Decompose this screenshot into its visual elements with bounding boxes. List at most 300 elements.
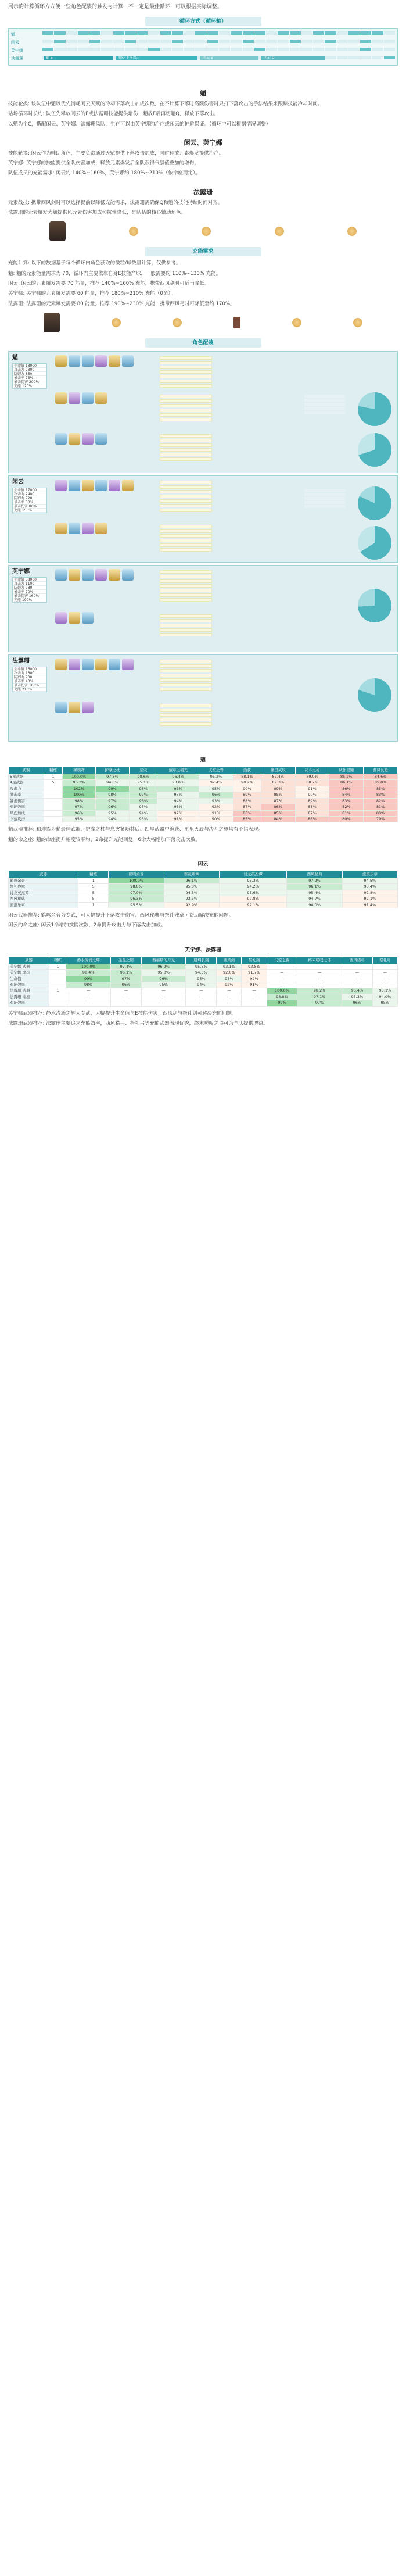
weapon-slots: [55, 355, 134, 367]
weapon-slots: [55, 702, 94, 713]
table-cell: 98.2%: [297, 988, 342, 994]
table-cell: 1: [49, 988, 66, 994]
table-cell: 94%: [95, 816, 130, 822]
column-header: 决斗之枪: [295, 767, 329, 774]
table-row: [9, 786, 398, 792]
table-cell: 95%: [372, 1000, 397, 1006]
config-name: 魈: [12, 354, 18, 361]
flower-icon: [275, 227, 284, 236]
paragraph: 充能计算: 以下的数据基于每个循环内角色获取的微粒/球数量计算，仅供参考。: [8, 260, 181, 267]
stat: 防御力 850: [13, 372, 46, 376]
flower-icon: [112, 318, 121, 327]
table-cell: 82%: [364, 798, 398, 804]
table-cell: 90%: [233, 786, 261, 792]
column-header: 祭礼剑: [242, 957, 267, 964]
table-title-furina: 芙宁娜、法露珊: [184, 947, 221, 953]
table-cell: 91.7%: [242, 970, 267, 976]
bar-table: [160, 613, 212, 638]
stat: 生命值 16000: [13, 667, 46, 671]
column-header: 鹤鸣余音: [109, 871, 164, 878]
table-cell: 89%: [261, 786, 295, 792]
artifact-icon: [122, 355, 134, 367]
table-cell: 97%: [130, 792, 157, 798]
weapon-slots: [55, 433, 107, 445]
config-panel-xianyun: [8, 475, 398, 563]
weapon-icon: [109, 569, 120, 581]
weapon-icon: [55, 659, 67, 670]
row-header: 暴击率: [9, 792, 44, 798]
table-cell: —: [242, 988, 267, 994]
table-cell: —: [217, 994, 242, 1000]
bar-table: [160, 703, 212, 727]
table-cell: 85%: [233, 816, 261, 822]
table-cell: 96.3%: [109, 896, 164, 902]
table-cell: —: [186, 994, 217, 1000]
table-cell: 95%: [141, 982, 186, 988]
row-header: 5星武器: [9, 774, 44, 779]
table-row: [9, 1000, 398, 1006]
pie-chart: [358, 526, 391, 560]
row-header: 攻击力: [9, 786, 44, 792]
table-cell: 90.2%: [233, 780, 261, 786]
artifact-icon: [122, 569, 134, 581]
artifact-icon: [95, 480, 107, 491]
table-cell: 95.2%: [199, 774, 233, 779]
table-cell: 84%: [329, 792, 364, 798]
table-cell: [44, 804, 62, 810]
table-cell: 96%: [199, 792, 233, 798]
table-cell: 85.2%: [329, 774, 364, 779]
stat-box: [12, 488, 47, 513]
row-header: 芙宁娜 命座: [9, 970, 49, 976]
row-header: 祭礼残章: [9, 884, 78, 890]
artifact-icon: [95, 433, 107, 445]
table-cell: 86%: [295, 816, 329, 822]
table-cell: 5: [44, 780, 62, 786]
table-cell: 95.0%: [141, 970, 186, 976]
stat: 攻击力 1100: [13, 582, 46, 586]
rotation-row: [11, 31, 395, 37]
rotation-cells: [42, 31, 395, 37]
stat: 防御力 700: [13, 675, 46, 679]
table-row: [9, 890, 398, 896]
weapon-slots: [55, 523, 107, 534]
bar-table: [160, 480, 212, 513]
table-cell: 83%: [364, 792, 398, 798]
weapon-icon: [95, 659, 107, 670]
paragraph: 魈: 魈的元素能量需求为 70，循环内主要依靠自身E技能产球，一般需要约 110%~130% 充能。: [8, 270, 221, 277]
table-cell: [44, 786, 62, 792]
table-cell: [44, 816, 62, 822]
weapon-icon: [95, 523, 107, 534]
table-cell: 5: [78, 890, 109, 896]
table-cell: 89%: [295, 798, 329, 804]
table-cell: 95.5%: [186, 964, 217, 969]
table-cell: —: [267, 970, 297, 976]
column-header: 西风长枪: [364, 767, 398, 774]
table-cell: 95%: [199, 786, 233, 792]
table-cell: 89.0%: [295, 774, 329, 779]
stat: 生命值 18000: [13, 364, 46, 368]
column-header: 武器: [9, 871, 78, 878]
artifact-icon: [69, 523, 80, 534]
table-cell: 98%: [66, 982, 111, 988]
rotation-panel: [8, 28, 398, 66]
bar-table: [160, 393, 212, 423]
table-cell: 88.7%: [295, 780, 329, 786]
table-cell: 96%: [130, 798, 157, 804]
stat-box: [12, 363, 47, 389]
paragraph: 队伍成员的充能需求: 闲云约 140%~160%，芙宁娜约 180%~210%（依命座而定）。: [8, 170, 200, 177]
weapon-icon: [69, 612, 80, 624]
table-cell: [44, 798, 62, 804]
column-header: 护摩之杖: [95, 767, 130, 774]
artifact-icon: [109, 480, 120, 491]
table-row: [9, 988, 398, 994]
table-cell: 93%: [217, 976, 242, 982]
bar-table: [160, 433, 212, 462]
table-cell: 92%: [199, 804, 233, 810]
section-title-faruzan: 法露珊: [193, 188, 213, 196]
table-cell: 93.6%: [219, 890, 287, 896]
table-cell: 93%: [199, 798, 233, 804]
rotation-row-label: 法露珊: [11, 56, 23, 62]
table-cell: 1: [44, 774, 62, 779]
pie-chart: [358, 433, 391, 467]
paragraph: 法露珊的元素爆发为魈提供风元素伤害加成和抗性降低，是队伍的核心辅助角色。: [8, 210, 186, 216]
table-cell: 99%: [66, 976, 111, 982]
artifact-icon: [82, 702, 94, 713]
table-row: [9, 878, 398, 884]
weapon-table-xiao: [8, 767, 398, 822]
table-cell: 92%: [217, 982, 242, 988]
table-cell: 86%: [261, 804, 295, 810]
table-cell: 92.4%: [199, 780, 233, 786]
table-cell: 98%: [95, 792, 130, 798]
paragraph: 以魈为主C，搭配闲云、芙宁娜、法露珊风队，生存可以由芙宁娜的治疗或闲云的护盾保证。（循环中可以根据情况调整）: [8, 121, 271, 127]
column-header: 武器: [9, 957, 49, 964]
table-cell: 97%: [95, 798, 130, 804]
table-cell: 91%: [295, 786, 329, 792]
table-cell: 95.0%: [164, 884, 219, 890]
table-cell: —: [217, 1000, 242, 1006]
table-cell: —: [372, 964, 397, 969]
stat: 暴击伤害 80%: [13, 505, 46, 509]
stat: 暴击伤害 160%: [13, 594, 46, 598]
weapon-icon: [55, 523, 67, 534]
column-header: 祭礼弓: [372, 957, 397, 964]
table-cell: 100.0%: [109, 878, 164, 884]
paragraph: 法露珊武器推荐: 法露珊主要追求充能效率，西风猎弓、祭礼弓等充能武器表现优秀，终末嗟叹之诗可为全队提供增益。: [8, 1021, 268, 1027]
stat: 充能 210%: [13, 688, 46, 692]
config-name: 芙宁娜: [12, 568, 30, 575]
table-cell: 84.6%: [364, 774, 398, 779]
table-cell: 100.0%: [63, 774, 95, 779]
row-header: 充能效率: [9, 982, 49, 988]
table-cell: —: [66, 988, 111, 994]
table-cell: 88%: [233, 798, 261, 804]
table-cell: 88%: [295, 804, 329, 810]
weapon-icon: [55, 392, 67, 404]
table-cell: 94.0%: [287, 902, 342, 908]
relic-icon: [233, 317, 240, 328]
config-panel-xiao: [8, 351, 398, 473]
table-cell: —: [141, 994, 186, 1000]
weapon-slots: [55, 392, 107, 404]
table-cell: 96.4%: [157, 774, 199, 779]
paragraph: 芙宁娜: 芙宁娜的技能提供全队伤害加成，释放元素爆发后全队获得气氛值叠加的增伤。: [8, 160, 199, 167]
table-cell: 79%: [364, 816, 398, 822]
table-cell: 99%: [267, 1000, 297, 1006]
table-cell: —: [297, 976, 342, 982]
table-cell: 93.4%: [342, 884, 397, 890]
artifact-icon: [82, 612, 94, 624]
weapon-icon: [69, 569, 80, 581]
pie-chart: [358, 678, 391, 712]
table-cell: —: [141, 1000, 186, 1006]
pie-chart: [358, 589, 391, 622]
table-cell: 99%: [95, 786, 130, 792]
artifact-icon: [55, 433, 67, 445]
table-row: [9, 810, 398, 816]
bar-table: [160, 569, 212, 603]
table-cell: 92.1%: [342, 896, 397, 902]
character-avatar-icon: [49, 221, 66, 241]
weapon-table-xianyun: [8, 871, 398, 908]
table-cell: 90%: [295, 792, 329, 798]
row-header: 充能效率: [9, 804, 44, 810]
table-cell: 83%: [329, 798, 364, 804]
stat: 充能 120%: [13, 384, 46, 388]
table-cell: 93%: [157, 804, 199, 810]
rotation-row-label: 魈: [11, 32, 15, 37]
flower-icon: [347, 227, 357, 236]
table-cell: 96.1%: [164, 878, 219, 884]
rotation-bar: 闲云 E: [200, 56, 258, 60]
table-cell: 98%: [130, 786, 157, 792]
weapon-slots: [55, 659, 134, 670]
table-cell: 94.8%: [95, 780, 130, 786]
row-header: 4星武器: [9, 780, 44, 786]
table-cell: 92.1%: [219, 902, 287, 908]
column-header: 息灾: [130, 767, 157, 774]
table-cell: 96%: [63, 810, 95, 816]
artifact-icon: [82, 433, 94, 445]
decor-row: [17, 219, 389, 244]
column-header: 终末嗟叹之诗: [297, 957, 342, 964]
weapon-icon: [109, 355, 120, 367]
artifact-icon: [82, 569, 94, 581]
table-row: [9, 896, 398, 902]
table-cell: 96.2%: [141, 964, 186, 969]
table-cell: 96%: [95, 804, 130, 810]
row-header: 西风秘典: [9, 896, 78, 902]
column-header: 精炼: [78, 871, 109, 878]
column-header: 和璞鸢: [63, 767, 95, 774]
table-cell: [49, 982, 66, 988]
table-row: [9, 774, 398, 779]
table-cell: 95%: [186, 976, 217, 982]
artifact-icon: [95, 569, 107, 581]
table-cell: 94.3%: [186, 970, 217, 976]
table-title-xianyun: 闲云: [197, 861, 209, 867]
table-cell: 97%: [63, 804, 95, 810]
table-row: [9, 964, 398, 969]
row-header: 充能效率: [9, 1000, 49, 1006]
artifact-icon: [69, 659, 80, 670]
table-cell: 92%: [242, 976, 267, 982]
weapon-table-furina: [8, 957, 398, 1007]
table-cell: 93.1%: [217, 964, 242, 969]
table-cell: —: [111, 994, 142, 1000]
table-cell: 100.0%: [267, 988, 297, 994]
paragraph: 魈的命之座: 魈的命座提升幅度较平均，2命提升充能回复，6命大幅增加下落攻击次数。: [8, 836, 200, 843]
column-header: 西风秘典: [287, 871, 342, 878]
stat: 攻击力 2300: [13, 368, 46, 372]
table-cell: 95%: [130, 804, 157, 810]
column-header: 天空之脊: [199, 767, 233, 774]
table-row: [9, 816, 398, 822]
stat-box: [12, 667, 47, 692]
table-cell: 82%: [329, 804, 364, 810]
table-cell: 92%: [157, 810, 199, 816]
table-cell: 1: [49, 964, 66, 969]
table-cell: —: [297, 982, 342, 988]
table-row: [9, 976, 398, 982]
table-cell: —: [186, 1000, 217, 1006]
table-cell: [49, 994, 66, 1000]
table-cell: —: [297, 964, 342, 969]
weapon-icon: [122, 480, 134, 491]
table-cell: —: [217, 988, 242, 994]
intro-text: 展示的计算循环方方便一些角色配装的触发与计算，不一定是最佳循环，可以根据实际调整。: [8, 4, 223, 10]
artifact-icon: [82, 355, 94, 367]
table-cell: 95%: [63, 816, 95, 822]
column-header: 西风剑: [217, 957, 242, 964]
pie-chart: [358, 486, 391, 520]
table-cell: —: [186, 988, 217, 994]
table-cell: 96%: [342, 1000, 372, 1006]
table-cell: 94%: [130, 810, 157, 816]
table-row: [9, 798, 398, 804]
table-row: [9, 780, 398, 786]
stat: 充能 150%: [13, 509, 46, 513]
table-cell: 80%: [364, 810, 398, 816]
artifact-icon: [82, 659, 94, 670]
row-header: 下落攻击: [9, 816, 44, 822]
column-header: 匣里灭辰: [261, 767, 295, 774]
table-cell: 92.8%: [342, 890, 397, 896]
artifact-icon: [69, 480, 80, 491]
row-header: 法露珊 命座: [9, 994, 49, 1000]
rotation-bar: 魈Q 下落攻击: [116, 56, 197, 60]
table-cell: 100%: [63, 792, 95, 798]
table-cell: 91%: [242, 982, 267, 988]
table-cell: 92.8%: [219, 896, 287, 902]
table-row: [9, 994, 398, 1000]
paragraph: 技能轮换: 闲云作为辅助角色，主要负责通过天赋提供下落攻击加成，同时释放元素爆发提供治疗。: [8, 150, 224, 156]
table-cell: 93%: [130, 816, 157, 822]
row-header: 鹤鸣余音: [9, 878, 78, 884]
rotation-header: 循环方式（循环轴）: [145, 17, 261, 26]
weapon-slots: [55, 480, 134, 491]
table-cell: 95%: [157, 792, 199, 798]
table-cell: 98%: [63, 798, 95, 804]
table-cell: 89.3%: [261, 780, 295, 786]
artifact-icon: [55, 702, 67, 713]
table-cell: —: [297, 970, 342, 976]
table-cell: 86%: [233, 810, 261, 816]
table-cell: —: [242, 1000, 267, 1006]
table-cell: 95.3%: [342, 994, 372, 1000]
table-cell: 5: [78, 884, 109, 890]
row-header: 暴击伤害: [9, 798, 44, 804]
paragraph: 闲云武器推荐: 鹤鸣余音为专武，可大幅提升下落攻击伤害；西风秘典与祭礼残章可帮助解决充能问题。: [8, 913, 234, 919]
table-cell: 95.4%: [287, 890, 342, 896]
table-cell: 88.1%: [233, 774, 261, 779]
table-row: [9, 982, 398, 988]
table-cell: —: [267, 976, 297, 982]
table-cell: 94%: [186, 982, 217, 988]
paragraph: 站场循环时长约: 队伍先释放闲云的E或法露珊技能提供增伤，魈放E后再切魈Q，释放下落攻击。: [8, 111, 220, 117]
paragraph: 闲云的命之座: 闲云1命增加技能次数，2命提升攻击力与下落攻击加成。: [8, 922, 166, 929]
table-cell: 95.5%: [109, 902, 164, 908]
mini-table: [304, 393, 345, 415]
table-cell: [44, 792, 62, 798]
row-header: 风伤加成: [9, 810, 44, 816]
table-cell: —: [141, 988, 186, 994]
table-cell: —: [267, 982, 297, 988]
table-cell: —: [66, 994, 111, 1000]
row-header: 生命值: [9, 976, 49, 982]
table-cell: 87%: [233, 804, 261, 810]
artifact-icon: [69, 392, 80, 404]
stat: 防御力 780: [13, 586, 46, 590]
column-header: 圣显之钥: [111, 957, 142, 964]
artifact-icon: [55, 612, 67, 624]
section-title-xianyun-furina: 闲云、芙宁娜: [184, 138, 222, 146]
table-cell: 81%: [329, 810, 364, 816]
table-cell: 1: [78, 902, 109, 908]
table-cell: 1: [78, 878, 109, 884]
flower-icon: [353, 318, 362, 327]
rotation-bar: 闲云 Q: [261, 56, 325, 60]
table-cell: —: [111, 1000, 142, 1006]
config-panel-furina: [8, 565, 398, 652]
column-header: 薙草之稻光: [157, 767, 199, 774]
table-cell: 97.2%: [287, 878, 342, 884]
table-cell: 92.9%: [164, 902, 219, 908]
weapon-icon: [55, 355, 67, 367]
decor-row: [17, 310, 389, 335]
table-cell: 96.3%: [63, 780, 95, 786]
row-header: 流浪乐章: [9, 902, 78, 908]
stat: 暴击率 75%: [13, 376, 46, 380]
table-cell: 93.0%: [157, 780, 199, 786]
table-cell: 89%: [233, 792, 261, 798]
table-cell: —: [111, 988, 142, 994]
table-cell: —: [342, 964, 372, 969]
table-cell: 80%: [329, 816, 364, 822]
table-cell: [44, 810, 62, 816]
artifact-icon: [55, 569, 67, 581]
table-cell: 98.8%: [267, 994, 297, 1000]
paragraph: 魈武器推荐: 和璞鸢为魈最佳武器，护摩之杖与息灾紧随其后。四星武器中渔获、匣里灭辰与决斗之枪均有不错表现。: [8, 827, 264, 833]
table-cell: 97%: [111, 976, 142, 982]
table-title-xiao: 魈: [200, 757, 206, 763]
artifact-icon: [95, 355, 107, 367]
table-cell: 86%: [329, 786, 364, 792]
